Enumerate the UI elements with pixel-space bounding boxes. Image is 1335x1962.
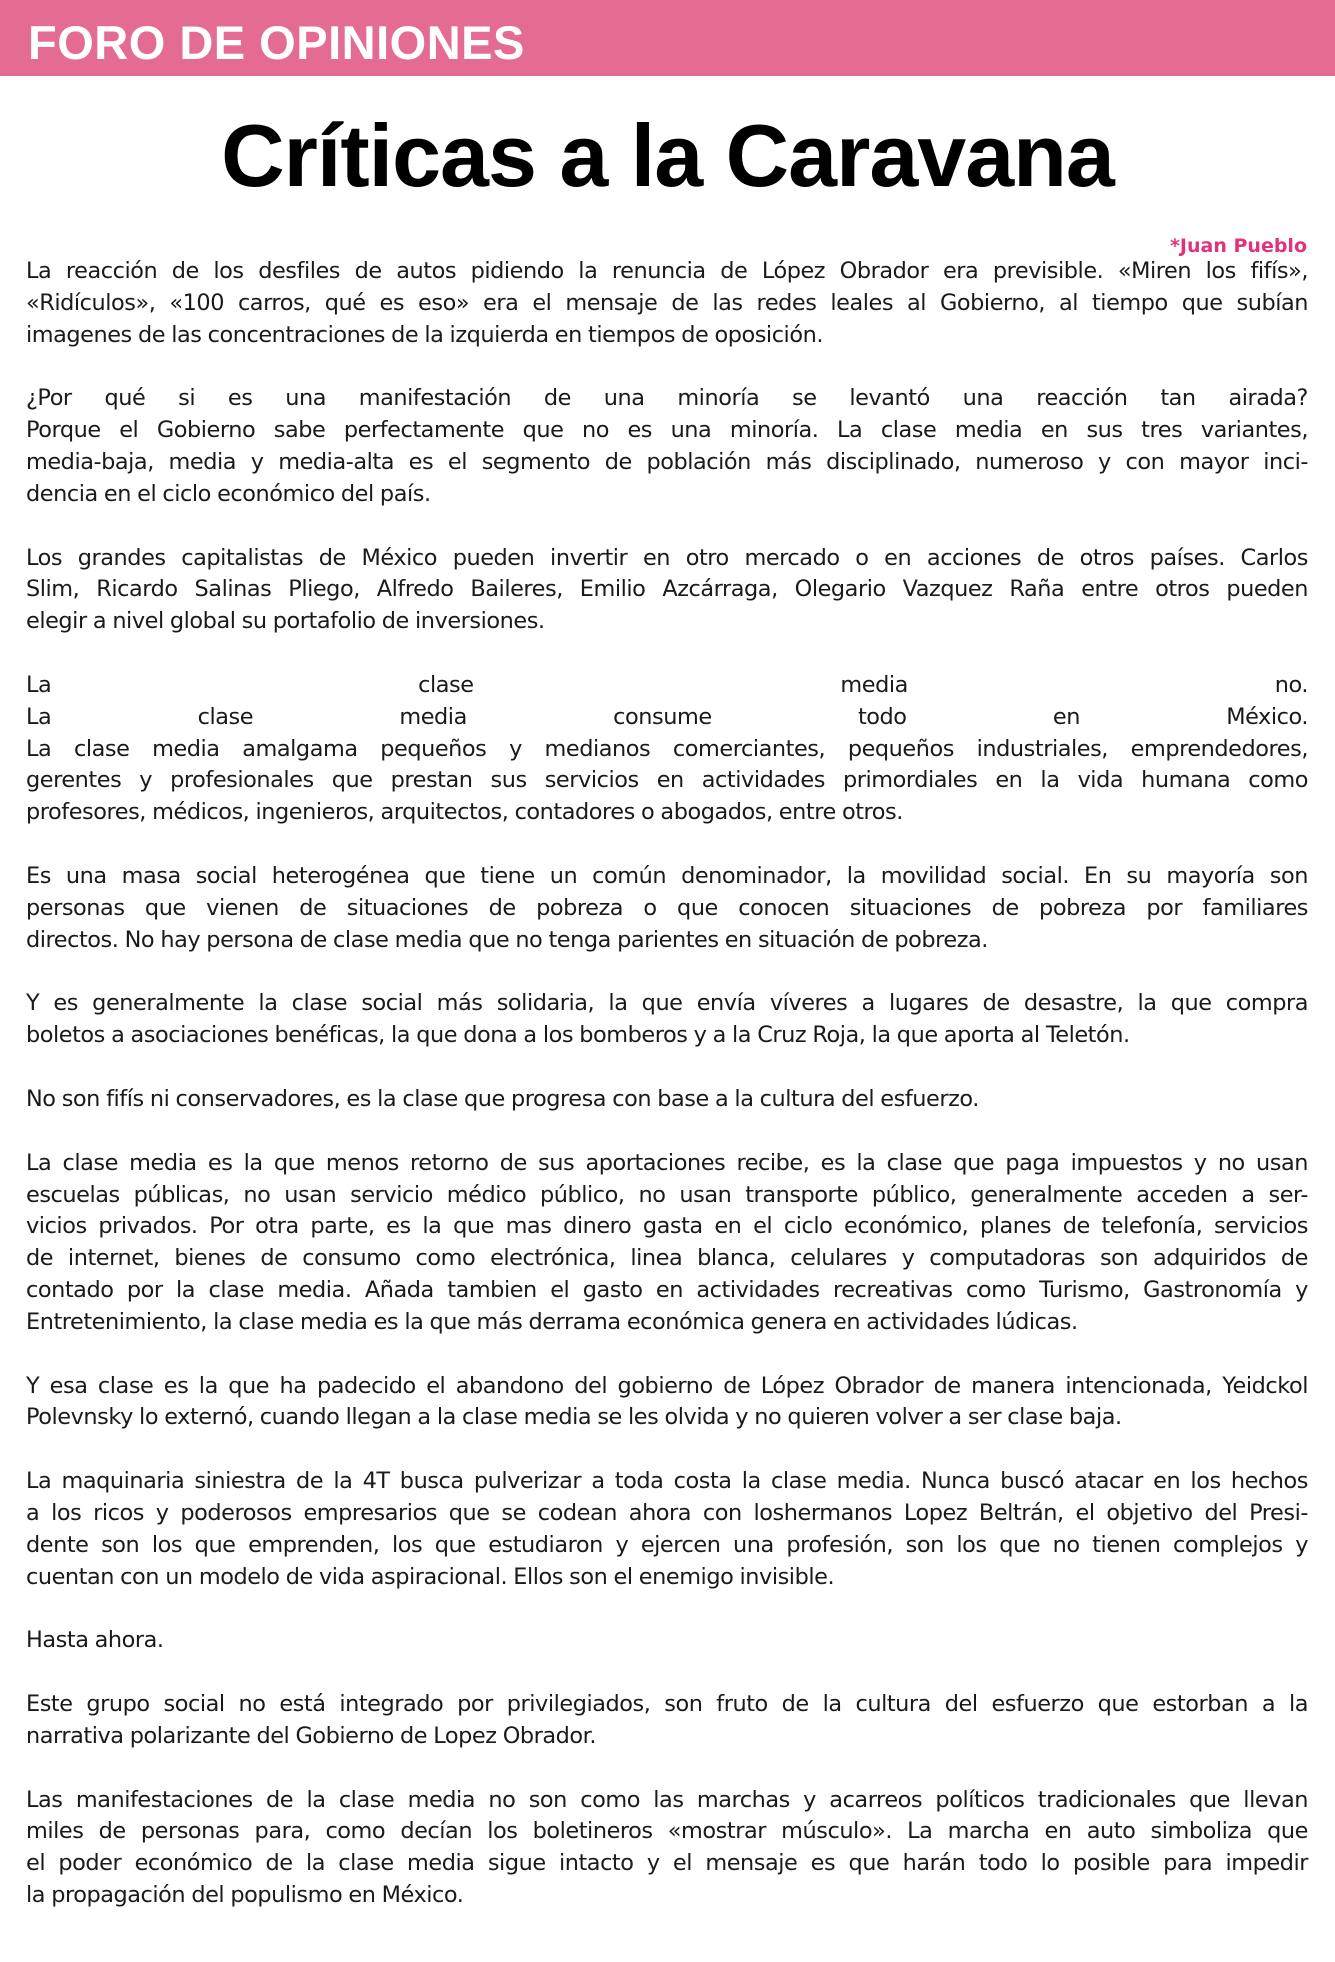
paragraph-line: Los grandes capitalistas de México pueden invertir en otro mercado o en acciones de otros países. Carlos bbox=[26, 544, 1308, 571]
article-paragraph bbox=[26, 1785, 1308, 1912]
article-paragraph bbox=[26, 1148, 1308, 1339]
paragraph-line: La clase media amalgama pequeños y medianos comerciantes, pequeños industriales, emprendedores, bbox=[26, 735, 1308, 762]
article-paragraph bbox=[26, 670, 1308, 829]
paragraph-line: miles de personas para, como decían los boletineros «mostrar músculo». La marcha en auto simboliza que bbox=[26, 1818, 1308, 1845]
article-paragraph bbox=[26, 1625, 1308, 1657]
paragraph-line: personas que vienen de situaciones de pobreza o que conocen situaciones de pobreza por familiares bbox=[26, 894, 1308, 921]
paragraph-line: La reacción de los desfiles de autos pidiendo la renuncia de López Obrador era previsible. «Miren los fifís», bbox=[26, 258, 1308, 284]
paragraph-line: La maquinaria siniestra de la 4T busca pulverizar a toda costa la clase media. Nunca buscó atacar en los hechos bbox=[26, 1468, 1308, 1495]
paragraph-line: imagenes de las concentraciones de la izquierda en tiempos de oposición. bbox=[26, 321, 823, 348]
paragraph-line: gerentes y profesionales que prestan sus servicios en actividades primordiales en la vida humana como bbox=[26, 767, 1308, 794]
paragraph-line: profesores, médicos, ingenieros, arquitectos, contadores o abogados, entre otros. bbox=[26, 799, 903, 826]
paragraph-line: ¿Por qué si es una manifestación de una minoría se levantó una reacción tan airada? bbox=[26, 385, 1308, 412]
paragraph-line: vicios privados. Por otra parte, es la que mas dinero gasta en el ciclo económico, planes de telefonía, servicios bbox=[26, 1213, 1308, 1240]
paragraph-line: No son fifís ni conservadores, es la clase que progresa con base a la cultura del esfuerzo. bbox=[26, 1085, 979, 1112]
paragraph-line: Entretenimiento, la clase media es la que más derrama económica genera en actividades lúdicas. bbox=[26, 1308, 1078, 1335]
paragraph-line: dente son los que emprenden, los que estudiaron y ejercen una profesión, son los que no tienen complejos y bbox=[26, 1531, 1308, 1558]
paragraph-line: Y esa clase es la que ha padecido el abandono del gobierno de López Obrador de manera intencionada, Yeidckol bbox=[26, 1372, 1308, 1399]
paragraph-line: directos. No hay persona de clase media que no tenga parientes en situación de pobreza. bbox=[26, 926, 988, 953]
section-title: FORO DE OPINIONES bbox=[28, 16, 525, 69]
paragraph-line: elegir a nivel global su portafolio de inversiones. bbox=[26, 608, 545, 635]
paragraph-line: Las manifestaciones de la clase media no son como las marchas y acarreos políticos tradicionales que llevan bbox=[26, 1786, 1308, 1813]
article-headline: Críticas a la Caravana bbox=[221, 106, 1114, 205]
article-paragraph bbox=[26, 988, 1308, 1052]
paragraph-line: a los ricos y poderosos empresarios que se codean ahora con loshermanos Lopez Beltrán, el objetivo del Presi- bbox=[26, 1499, 1308, 1526]
paragraph-line: de internet, bienes de consumo como electrónica, linea blanca, celulares y computadoras son adquiridos de bbox=[26, 1245, 1308, 1272]
article-paragraph bbox=[26, 1466, 1308, 1593]
paragraph-line: Hasta ahora. bbox=[26, 1627, 164, 1654]
paragraph-line: el poder económico de la clase media sigue intacto y el mensaje es que harán todo lo posible para impedir bbox=[26, 1850, 1308, 1877]
paragraph-line: Y es generalmente la clase social más solidaria, la que envía víveres a lugares de desastre, la que compra bbox=[26, 990, 1308, 1017]
paragraph-line: cuentan con un modelo de vida aspiracional. Ellos son el enemigo invisible. bbox=[26, 1563, 835, 1590]
paragraph-line: «Ridículos», «100 carros, qué es eso» era el mensaje de las redes leales al Gobierno, al tiempo que subían bbox=[26, 289, 1308, 316]
article-paragraph bbox=[26, 1084, 1308, 1116]
author-byline: *Juan Pueblo bbox=[1170, 235, 1307, 257]
paragraph-line: Es una masa social heterogénea que tiene un común denominador, la movilidad social. En su mayoría son bbox=[26, 862, 1308, 889]
paragraph-line: boletos a asociaciones benéficas, la que dona a los bomberos y a la Cruz Roja, la que aporta al Teletón. bbox=[26, 1022, 1130, 1049]
paragraph-line: narrativa polarizante del Gobierno de Lopez Obrador. bbox=[26, 1722, 597, 1749]
section-banner bbox=[0, 0, 1335, 76]
paragraph-line: escuelas públicas, no usan servicio médico público, no usan transporte público, generalmente acceden a ser- bbox=[26, 1181, 1308, 1208]
article-paragraph bbox=[26, 1689, 1308, 1753]
paragraph-line: La clase media es la que menos retorno de sus aportaciones recibe, es la clase que paga impuestos y no usan bbox=[26, 1149, 1308, 1176]
paragraph-line: dencia en el ciclo económico del país. bbox=[26, 480, 431, 507]
paragraph-line: Slim, Ricardo Salinas Pliego, Alfredo Baileres, Emilio Azcárraga, Olegario Vazquez Raña entre otros pueden bbox=[26, 576, 1308, 603]
paragraph-line: contado por la clase media. Añada tambien el gasto en actividades recreativas como Turismo, Gastronomía y bbox=[26, 1276, 1308, 1303]
paragraph-line: La clase media no. bbox=[26, 671, 1308, 698]
paragraph-line: Polevnsky lo externó, cuando llegan a la clase media se les olvida y no quieren volver a ser clase baja. bbox=[26, 1404, 1122, 1431]
paragraph-line: Este grupo social no está integrado por privilegiados, son fruto de la cultura del esfuerzo que estorban a la bbox=[26, 1691, 1308, 1718]
paragraph-line: media-baja, media y media-alta es el segmento de población más disciplinado, numeroso y con mayor inci- bbox=[26, 448, 1308, 475]
article-paragraph bbox=[26, 1371, 1308, 1435]
article-paragraph bbox=[26, 861, 1308, 956]
paragraph-line: La clase media consume todo en México. bbox=[26, 703, 1308, 730]
paragraph-line: Porque el Gobierno sabe perfectamente que no es una minoría. La clase media en sus tres variantes, bbox=[26, 417, 1308, 444]
article-paragraph bbox=[26, 543, 1308, 638]
paragraph-line: la propagación del populismo en México. bbox=[26, 1882, 464, 1909]
article-body bbox=[26, 256, 1308, 1944]
article-paragraph bbox=[26, 383, 1308, 510]
article-paragraph bbox=[26, 256, 1308, 351]
